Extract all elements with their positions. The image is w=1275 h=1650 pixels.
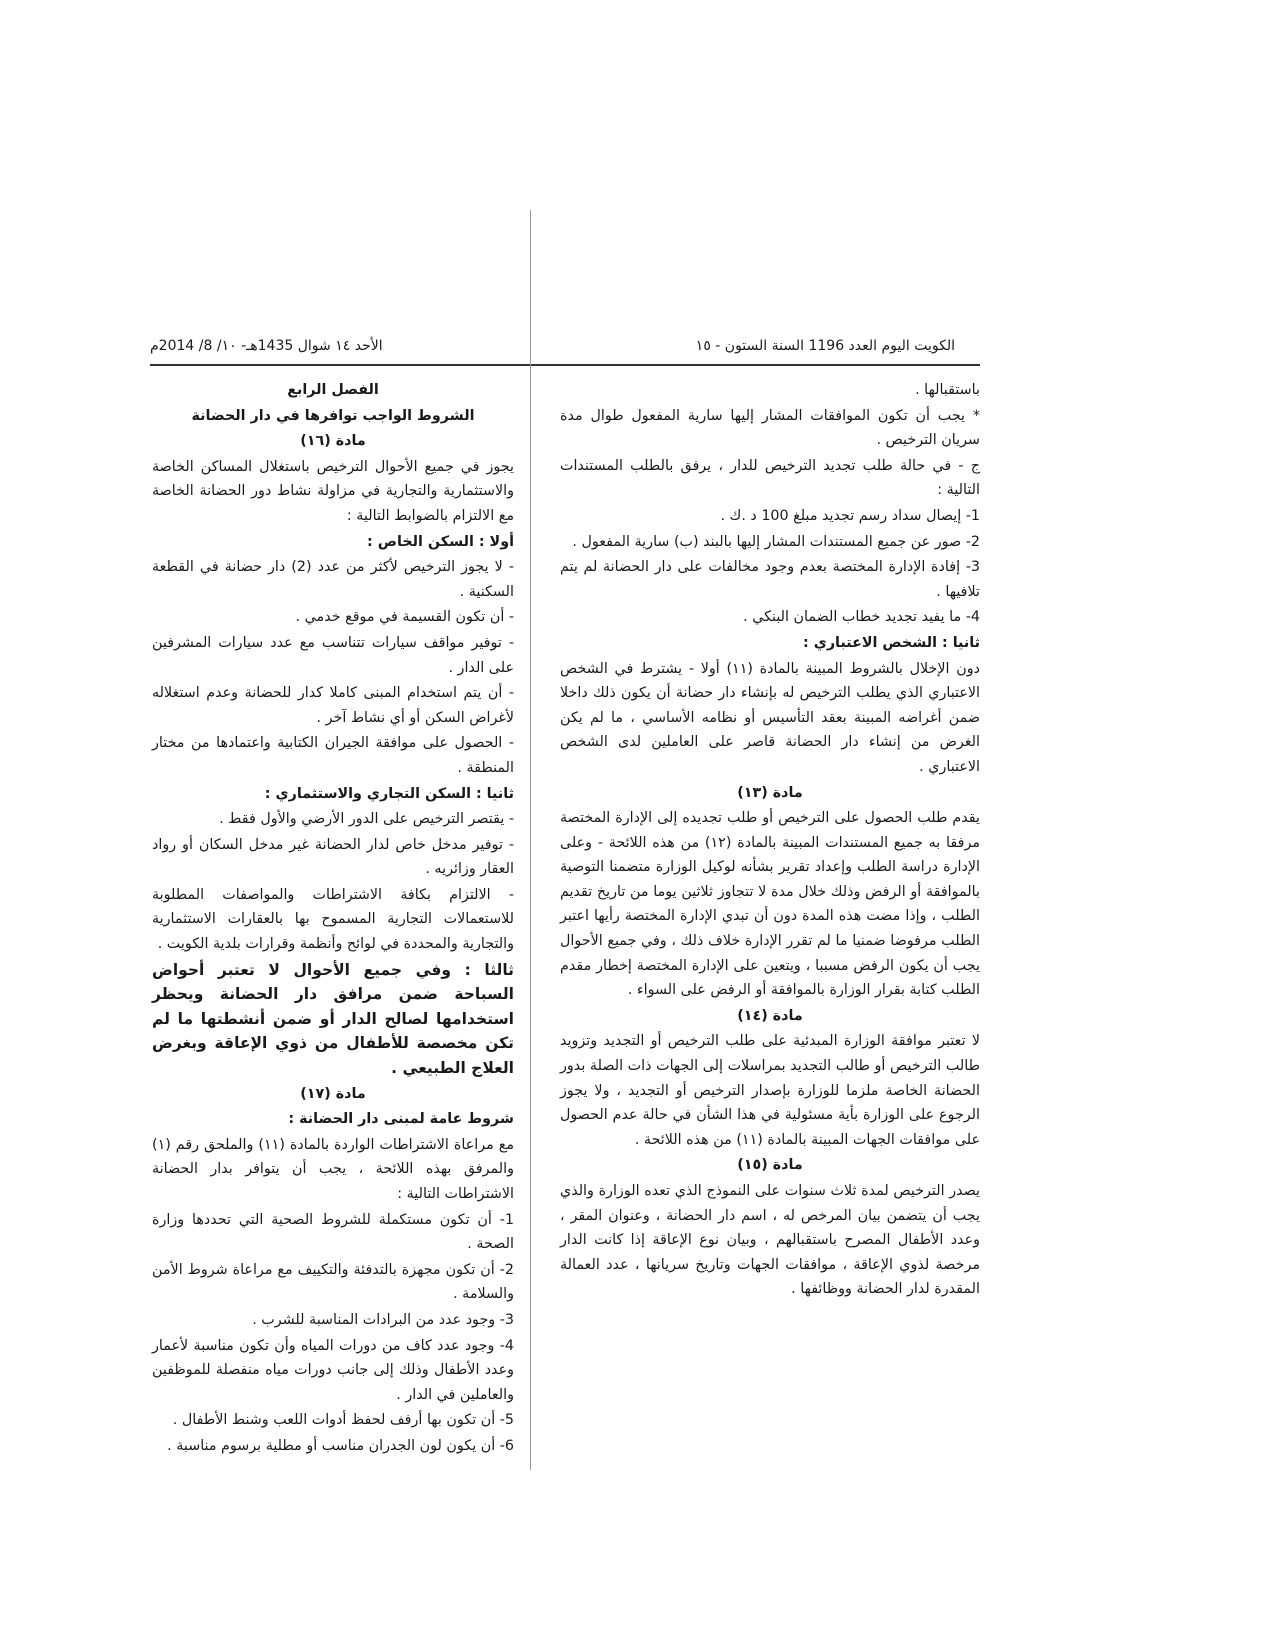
- header-right: الكويت اليوم العدد 1196 السنة الستون - ١٥: [695, 338, 955, 354]
- paragraph: 5- أن تكون بها أرفف لحفظ أدوات اللعب وشنط الأطفال .: [172, 1412, 514, 1429]
- paragraph: ثالثا : وفي جميع الأحوال لا تعتبر أحواض السباحة ضمن مرافق دار الحضانة ويحظر استخدامها لصالح الدار أو ضمن أنشطتها ما لم تكن مخصصة للأطفال من ذوي الإعاقة وبغرض العلاج الطبيعي .: [152, 960, 514, 1078]
- paragraph: - أن تكون القسيمة في موقع خدمي .: [295, 609, 514, 626]
- article-heading: مادة (١٧): [300, 1085, 366, 1102]
- paragraph: 1- أن تكون مستكملة للشروط الصحية التي تحددها وزارة الصحة .: [152, 1211, 514, 1253]
- right-column: [560, 378, 980, 1303]
- paragraph: 2- أن تكون مجهزة بالتدفئة والتكييف مع مراعاة شروط الأمن والسلامة .: [152, 1261, 514, 1303]
- paragraph: - توفير مدخل خاص لدار الحضانة غير مدخل السكان أو رواد العقار وزائريه .: [152, 836, 514, 878]
- header-rule: [150, 364, 980, 366]
- paragraph: - توفير مواقف سيارات تتناسب مع عدد سيارات المشرفين على الدار .: [152, 634, 514, 676]
- paragraph: يقدم طلب الحصول على الترخيص أو طلب تجديده إلى الإدارة المختصة مرفقا به جميع المستندات المبينة بالمادة (١٢) من هذه اللائحة - وعلى الإدارة دراسة الطلب وإعداد تقرير بشأنه لوكيل الوزارة متضمنا التوصية بالموافقة أو الرفض وذلك خلال مدة لا تتجاوز ثلاثين يوما من تاريخ تقديم الطلب ، وإذا مضت هذه المدة دون أن تبدي الإدارة المختصة رأيها اعتبر الطلب مرفوضا ضمنيا ما لم تقرر الإدارة خلاف ذلك ، وفي جميع الأحوال يجب أن يكون الرفض مسببا ، ويتعين على الإدارة المختصة إخطار مقدم الطلب كتابة بقرار الوزارة بالموافقة أو الرفض على السواء .: [560, 810, 980, 999]
- article-heading: مادة (١٤): [737, 1007, 803, 1024]
- paragraph: دون الإخلال بالشروط المبينة بالمادة (١١) أولا - يشترط في الشخص الاعتباري الذي يطلب الترخيص له بإنشاء دار حضانة أن يكون ذلك داخلا ضمن أغراضه المبينة بعقد التأسيس أو نظامه الأساسي ، ما لم يكن الغرض من إنشاء دار الحضانة قاصر على العاملين لدى الشخص الاعتباري .: [560, 660, 980, 775]
- header-left: الأحد ١٤ شوال 1435هـ- ١٠/ 8/ 2014م: [150, 338, 383, 354]
- paragraph: - يقتصر الترخيص على الدور الأرضي والأول فقط .: [219, 811, 514, 828]
- section-heading: شروط عامة لمبنى دار الحضانة :: [288, 1111, 514, 1128]
- article-heading: الشروط الواجب توافرها في دار الحضانة: [191, 407, 475, 424]
- paragraph: - الحصول على موافقة الجيران الكتابية واعتمادها من مختار المنطقة .: [152, 735, 514, 776]
- paragraph: * يجب أن تكون الموافقات المشار إليها سارية المفعول طوال مدة سريان الترخيص .: [560, 407, 980, 449]
- paragraph: 2- صور عن جميع المستندات المشار إليها بالبند (ب) سارية المفعول .: [572, 533, 980, 550]
- paragraph: 4- وجود عدد كاف من دورات المياه وأن تكون مناسبة لأعمار وعدد الأطفال وذلك إلى جانب دورات مياه منفصلة للموظفين والعاملين في الدار .: [152, 1337, 514, 1403]
- paragraph: ج - في حالة طلب تجديد الترخيص للدار ، يرفق بالطلب المستندات التالية :: [560, 457, 980, 499]
- section-heading: أولا : السكن الخاص :: [367, 533, 514, 550]
- paragraph: - الالتزام بكافة الاشتراطات والمواصفات المطلوبة للاستعمالات التجارية المسموح بها بالعقارات الاستثمارية والتجارية والمحددة في لوائح وأنظمة وقرارات بلدية الكويت .: [152, 886, 514, 953]
- paragraph: لا تعتبر موافقة الوزارة المبدئية على طلب الترخيص أو التجديد وتزويد طالب الترخيص أو طالب التجديد بمراسلات إلى الجهات ذات الصلة بدور الحضانة الخاصة ملزما للوزارة بإصدار الترخيص أو التجديد ، ولا يجوز الرجوع على الوزارة بأية مسئولية في هذا الشأن في حالة عدم الحصول على موافقات الجهات المبينة بالمادة (١١) من هذه اللائحة .: [560, 1033, 980, 1148]
- paragraph: يجوز في جميع الأحوال الترخيص باستغلال المساكن الخاصة والاستثمارية والتجارية في مزاولة نشاط دور الحضانة الخاصة مع الالتزام بالضوابط التالية :: [152, 458, 514, 524]
- paragraph: يصدر الترخيص لمدة ثلاث سنوات على النموذج الذي تعده الوزارة والذي يجب أن يتضمن بيان المرخص له ، اسم دار الحضانة ، وعنوان المقر ، وعدد الأطفال المصرح باستقبالهم ، وبيان نوع الإعاقة إذا كانت الدار مرخصة لذوي الإعاقة ، موافقات الجهات وتاريخ سريانها ، عدد العمالة المقدرة لدار الحضانة ووظائفها .: [560, 1183, 980, 1298]
- left-column: [152, 378, 514, 1460]
- paragraph: باستقبالها .: [915, 382, 980, 398]
- paragraph: 4- ما يفيد تجديد خطاب الضمان البنكي .: [743, 609, 980, 626]
- section-heading: ثانيا : الشخص الاعتباري :: [803, 634, 980, 651]
- article-heading: مادة (١٣): [737, 784, 803, 801]
- paragraph: 6- أن يكون لون الجدران مناسب أو مطلية برسوم مناسبة .: [167, 1437, 514, 1454]
- article-heading: الفصل الرابع: [287, 382, 379, 398]
- article-heading: مادة (١٥): [737, 1157, 803, 1174]
- paragraph: 1- إيصال سداد رسم تجديد مبلغ 100 د .ك .: [720, 507, 980, 524]
- paragraph: - لا يجوز الترخيص لأكثر من عدد (2) دار حضانة في القطعة السكنية .: [152, 559, 514, 600]
- paragraph: - أن يتم استخدام المبنى كاملا كدار للحضانة وعدم استغلاله لأغراض السكن أو أي نشاط آخر .: [152, 685, 514, 726]
- paragraph: 3- إفادة الإدارة المختصة بعدم وجود مخالفات على دار الحضانة لم يتم تلافيها .: [560, 559, 980, 600]
- column-divider: [530, 210, 531, 1470]
- paragraph: 3- وجود عدد من البرادات المناسبة للشرب .: [252, 1311, 514, 1328]
- section-heading: ثانيا : السكن التجاري والاستثماري :: [264, 785, 514, 802]
- paragraph: مع مراعاة الاشتراطات الواردة بالمادة (١١) والملحق رقم (١) والمرفق بهذه اللائحة ، يجب أن يتوافر بدار الحضانة الاشتراطات التالية :: [152, 1136, 514, 1202]
- article-heading: مادة (١٦): [300, 433, 366, 450]
